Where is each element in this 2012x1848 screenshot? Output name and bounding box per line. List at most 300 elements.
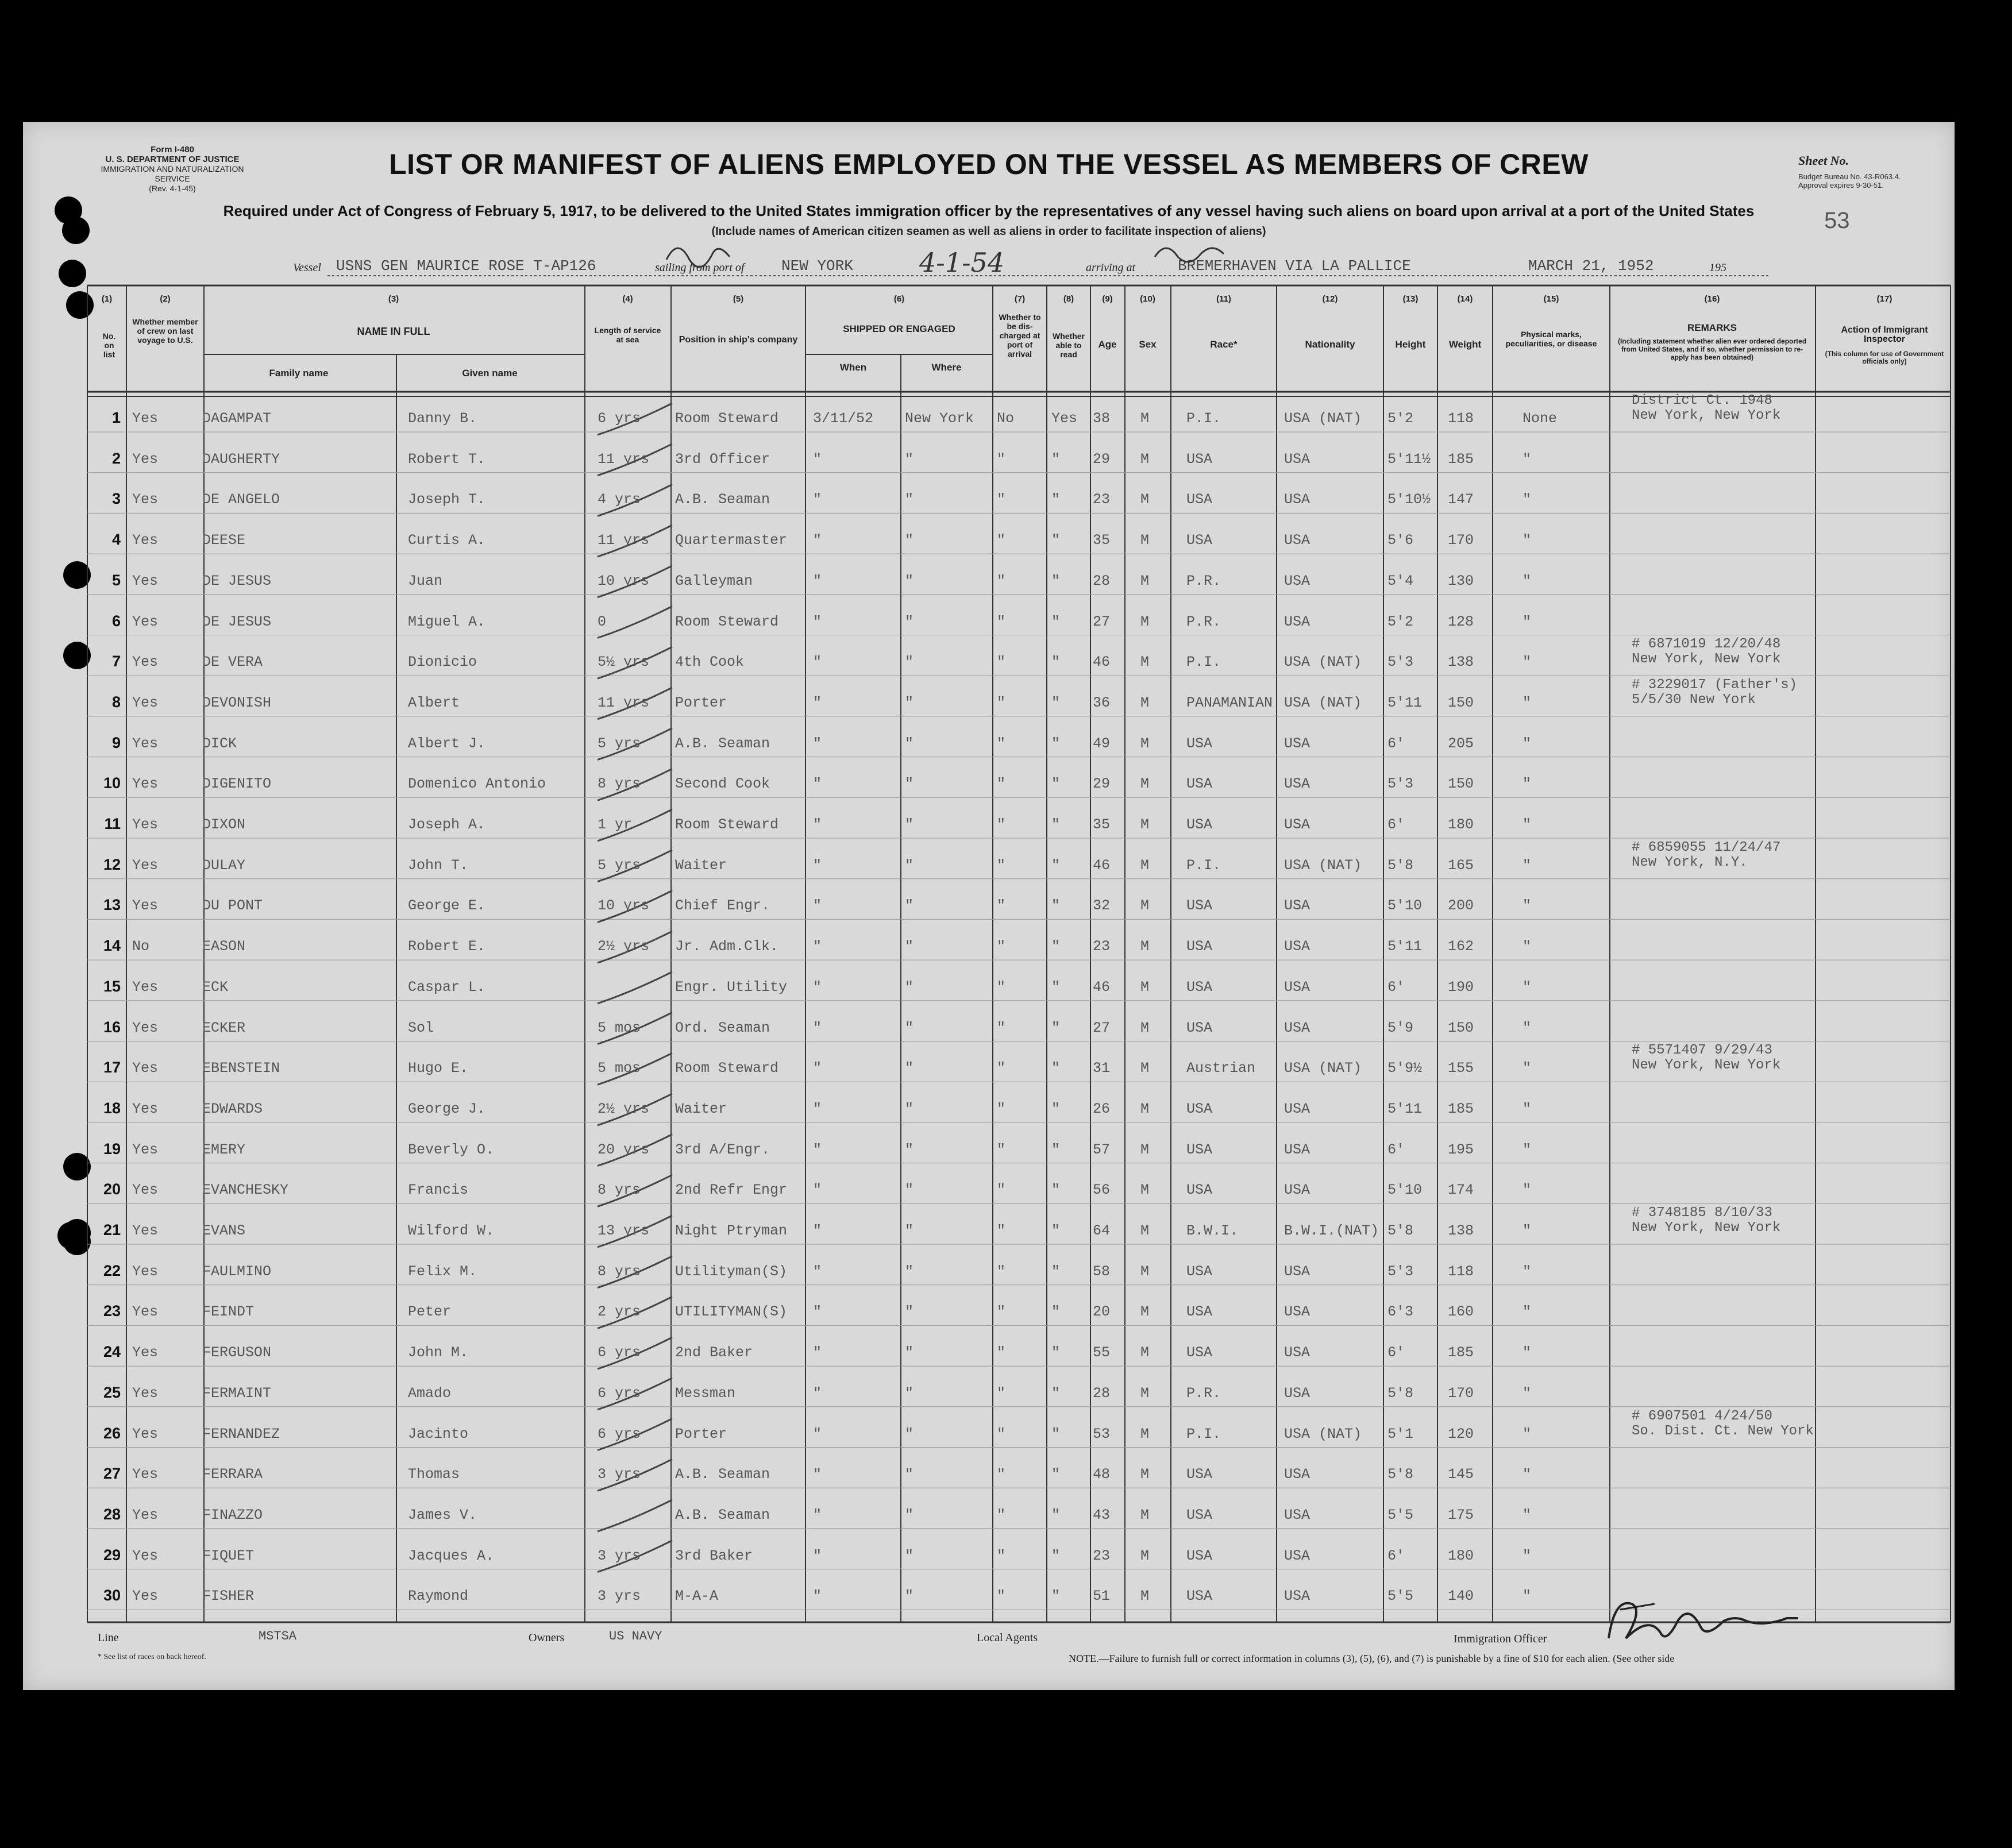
cell-service: 6 yrs (598, 410, 641, 427)
cell-where: " (905, 1303, 914, 1321)
cell-member: Yes (132, 1100, 159, 1117)
cell-height: 5'5 (1387, 1588, 1414, 1605)
cell-race: USA (1186, 1344, 1213, 1361)
cell-member: Yes (132, 978, 159, 996)
cell-position: 2nd Baker (675, 1344, 753, 1361)
cell-when: " (813, 1588, 822, 1605)
row-number: 13 (103, 896, 121, 914)
cell-when: " (813, 654, 822, 671)
form-rev: (Rev. 4-1-45) (149, 184, 196, 193)
cell-where: " (905, 1466, 914, 1483)
cell-position: Quartermaster (675, 532, 788, 549)
cell-nat: USA (1284, 450, 1311, 468)
row-number: 20 (103, 1180, 121, 1198)
cell-weight: 190 (1448, 978, 1474, 996)
cell-nat: USA (1284, 1344, 1311, 1361)
cell-position: UTILITYMAN(S) (675, 1303, 788, 1321)
cell-phys: " (1523, 1263, 1532, 1280)
hdr-remarks-sub: (Including statement whether alien ever ordered deported from United States, and if so, whether permission to re-apply has been obtained) (1617, 337, 1807, 361)
page-title: LIST OR MANIFEST OF ALIENS EMPLOYED ON THE VESSEL AS MEMBERS OF CREW (389, 148, 1589, 180)
cell-sex: M (1140, 654, 1150, 671)
col-num-3: (3) (388, 294, 399, 304)
col-num-7: (7) (1014, 294, 1026, 304)
cell-when: " (813, 1060, 822, 1077)
subtitle-note: (Include names of American citizen seamen as well as aliens in order to facilitate inspection of aliens) (711, 225, 1266, 238)
col-num-2: (2) (160, 294, 171, 304)
cell-position: A.B. Seaman (675, 1506, 770, 1523)
cell-phys: " (1523, 450, 1532, 468)
cell-height: 5'11 (1387, 1100, 1423, 1117)
cell-age: 57 (1093, 1141, 1111, 1158)
cell-sex: M (1140, 1060, 1150, 1077)
cell-family: DEESE (202, 532, 246, 549)
cell-disch: " (997, 735, 1006, 752)
cell-given: Jacques A. (408, 1547, 495, 1564)
col-num-16: (16) (1704, 294, 1720, 304)
cell-given: Felix M. (408, 1263, 477, 1280)
cell-member: Yes (132, 1547, 159, 1564)
cell-member: Yes (132, 1060, 159, 1077)
cell-position: Room Steward (675, 816, 779, 833)
col-num-8: (8) (1063, 294, 1074, 304)
cell-race: USA (1186, 491, 1213, 508)
cell-height: 6' (1387, 735, 1405, 752)
cell-where: " (905, 491, 914, 508)
cell-nat: USA (NAT) (1284, 1060, 1362, 1077)
row-number: 4 (111, 531, 121, 549)
cell-sex: M (1140, 613, 1150, 630)
cell-family: DIXON (202, 816, 246, 833)
cell-family: EDWARDS (202, 1100, 263, 1117)
cell-sex: M (1140, 776, 1150, 793)
cell-family: FERRARA (202, 1466, 263, 1483)
cell-race: USA (1186, 938, 1213, 955)
cell-when: " (813, 1019, 822, 1036)
cell-phys: " (1523, 735, 1532, 752)
cell-nat: USA (1284, 1100, 1311, 1117)
cell-weight: 147 (1448, 491, 1474, 508)
cell-given: Robert T. (408, 450, 486, 468)
cell-race: P.I. (1186, 654, 1221, 671)
cell-read: " (1051, 816, 1061, 833)
cell-nat: USA (1284, 978, 1311, 996)
cell-given: Joseph T. (408, 491, 486, 508)
cell-where: " (905, 1425, 914, 1442)
form-dept: U. S. DEPARTMENT OF JUSTICE (105, 155, 240, 164)
cell-disch: " (997, 776, 1006, 793)
cell-race: PANAMANIAN (1186, 694, 1273, 711)
cell-age: 35 (1093, 816, 1111, 833)
cell-remarks-line-1: # 3229017 (Father's) (1632, 677, 1798, 693)
cell-phys: " (1523, 857, 1532, 874)
cell-read: " (1051, 1547, 1061, 1564)
cell-service: 4 yrs (598, 491, 641, 508)
cell-given: Thomas (408, 1466, 460, 1483)
cell-read: " (1051, 1466, 1061, 1483)
cell-family: FINAZZO (202, 1506, 263, 1523)
cell-weight: 162 (1448, 938, 1474, 955)
form-number: Form I-480 (151, 145, 194, 155)
cell-weight: 130 (1448, 572, 1474, 589)
year-label: 195 (1709, 261, 1726, 274)
cell-family: DULAY (202, 857, 246, 874)
cell-family: EBENSTEIN (202, 1060, 280, 1077)
hdr-action-sub: (This column for use of Government officials only) (1825, 350, 1944, 365)
hdr-name-in-full: NAME IN FULL (357, 326, 430, 337)
cell-when: " (813, 938, 822, 955)
hdr-no-on-list: No. on list (102, 331, 116, 359)
cell-disch: " (997, 1588, 1006, 1605)
cell-sex: M (1140, 1425, 1150, 1442)
cell-when: 3/11/52 (813, 410, 874, 427)
cell-age: 53 (1093, 1425, 1111, 1442)
cell-when: " (813, 1384, 822, 1402)
cell-weight: 138 (1448, 654, 1474, 671)
cell-read: " (1051, 532, 1061, 549)
cell-remarks-line-2: New York, New York (1632, 408, 1781, 423)
cell-where: " (905, 1060, 914, 1077)
cell-height: 5'3 (1387, 776, 1414, 793)
cell-family: FISHER (202, 1588, 255, 1605)
cell-disch: " (997, 1100, 1006, 1117)
cell-position: Messman (675, 1384, 736, 1402)
cell-when: " (813, 897, 822, 915)
row-number: 8 (111, 693, 121, 711)
cell-member: Yes (132, 897, 159, 915)
cell-phys: " (1523, 1384, 1532, 1402)
cell-nat: USA (1284, 1019, 1311, 1036)
hdr-position: Position in ship's company (679, 335, 798, 345)
cell-member: Yes (132, 1019, 159, 1036)
col-num-14: (14) (1457, 294, 1473, 304)
cell-disch: " (997, 1506, 1006, 1523)
cell-family: EVANCHESKY (202, 1182, 289, 1199)
cell-position: Ord. Seaman (675, 1019, 770, 1036)
hdr-age: Age (1098, 339, 1117, 350)
cell-where: " (905, 735, 914, 752)
cell-nat: USA (1284, 532, 1311, 549)
cell-race: USA (1186, 1303, 1213, 1321)
cell-nat: USA (1284, 572, 1311, 589)
cell-position: 2nd Refr Engr (675, 1182, 788, 1199)
cell-disch: " (997, 694, 1006, 711)
cell-disch: " (997, 1222, 1006, 1239)
sheet-number: 53 (1824, 208, 1850, 233)
cell-given: Joseph A. (408, 816, 486, 833)
cell-member: Yes (132, 491, 159, 508)
cell-race: USA (1186, 816, 1213, 833)
cell-read: " (1051, 897, 1061, 915)
cell-remarks-line-2: 5/5/30 New York (1632, 692, 1756, 708)
cell-when: " (813, 1466, 822, 1483)
cell-sex: M (1140, 532, 1150, 549)
hdr-shipped: SHIPPED OR ENGAGED (843, 323, 955, 334)
cell-read: " (1051, 491, 1061, 508)
cell-nat: USA (1284, 491, 1311, 508)
cell-height: 5'3 (1387, 1263, 1414, 1280)
cell-nat: USA (NAT) (1284, 654, 1362, 671)
cell-family: DE JESUS (202, 613, 272, 630)
cell-race: USA (1186, 450, 1213, 468)
cell-remarks-line-2: New York, New York (1632, 1058, 1781, 1074)
cell-read: " (1051, 776, 1061, 793)
cell-age: 31 (1093, 1060, 1111, 1077)
hdr-length-service: Length of service at sea (594, 326, 661, 344)
cell-age: 46 (1093, 857, 1111, 874)
cell-race: USA (1186, 1263, 1213, 1280)
cell-family: FERNANDEZ (202, 1425, 280, 1442)
row-number: 14 (103, 937, 121, 955)
cell-height: 5'2 (1387, 613, 1414, 630)
cell-height: 6' (1387, 1344, 1405, 1361)
cell-race: USA (1186, 735, 1213, 752)
cell-weight: 118 (1448, 1263, 1474, 1280)
cell-nat: USA (NAT) (1284, 857, 1362, 874)
cell-service: 6 yrs (598, 1384, 641, 1402)
cell-nat: USA (NAT) (1284, 410, 1362, 427)
cell-phys: " (1523, 978, 1532, 996)
cell-race: USA (1186, 1466, 1213, 1483)
cell-race: USA (1186, 1019, 1213, 1036)
cell-age: 38 (1093, 410, 1111, 427)
cell-height: 6' (1387, 978, 1405, 996)
cell-weight: 128 (1448, 613, 1474, 630)
hdr-when: When (839, 362, 867, 373)
cell-family: DEVONISH (202, 694, 272, 711)
row-number: 7 (111, 653, 121, 670)
cell-phys: " (1523, 654, 1532, 671)
cell-member: Yes (132, 1182, 159, 1199)
cell-disch: " (997, 654, 1006, 671)
cell-read: " (1051, 1263, 1061, 1280)
cell-phys: " (1523, 938, 1532, 955)
cell-read: " (1051, 694, 1061, 711)
col-num-10: (10) (1140, 294, 1155, 304)
cell-sex: M (1140, 572, 1150, 589)
cell-when: " (813, 1344, 822, 1361)
cell-read: " (1051, 1588, 1061, 1605)
cell-disch: " (997, 450, 1006, 468)
cell-family: ECK (202, 978, 229, 996)
cell-where: " (905, 897, 914, 915)
cell-where: " (905, 1588, 914, 1605)
cell-sex: M (1140, 1100, 1150, 1117)
cell-race: USA (1186, 978, 1213, 996)
cell-given: John M. (408, 1344, 469, 1361)
cell-phys: " (1523, 897, 1532, 915)
cell-sex: M (1140, 938, 1150, 955)
pencil-check-mark (598, 607, 672, 638)
cell-phys: " (1523, 1182, 1532, 1199)
cell-read: " (1051, 1384, 1061, 1402)
cell-remarks-line-2: New York, New York (1632, 1220, 1781, 1236)
cell-phys: " (1523, 1466, 1532, 1483)
cell-nat: USA (1284, 735, 1311, 752)
cell-height: 6' (1387, 816, 1405, 833)
arriving-port: BREMERHAVEN VIA LA PALLICE (1178, 257, 1411, 275)
cell-family: DAUGHERTY (202, 450, 280, 468)
cell-age: 43 (1093, 1506, 1111, 1523)
manifest-sheet (23, 122, 1955, 1690)
row-number: 21 (103, 1221, 121, 1239)
cell-remarks-line-1: # 3748185 8/10/33 (1632, 1205, 1772, 1221)
cell-when: " (813, 491, 822, 508)
cell-age: 28 (1093, 572, 1111, 589)
cell-remarks-line-2: New York, N.Y. (1632, 854, 1748, 870)
cell-given: Robert E. (408, 938, 486, 955)
owners-value: US NAVY (609, 1629, 662, 1643)
cell-where: New York (905, 410, 974, 427)
cell-given: John T. (408, 857, 469, 874)
hdr-race: Race* (1210, 339, 1238, 350)
cell-weight: 140 (1448, 1588, 1474, 1605)
cell-position: A.B. Seaman (675, 735, 770, 752)
cell-height: 5'4 (1387, 572, 1414, 589)
cell-given: Peter (408, 1303, 452, 1321)
cell-when: " (813, 1547, 822, 1564)
cell-height: 5'10½ (1387, 491, 1431, 508)
cell-nat: USA (1284, 1263, 1311, 1280)
cell-member: Yes (132, 410, 159, 427)
cell-service: 1 yr (598, 816, 633, 833)
arriving-label: arriving at (1086, 261, 1136, 274)
cell-where: " (905, 978, 914, 996)
cell-where: " (905, 694, 914, 711)
cell-weight: 120 (1448, 1425, 1474, 1442)
cell-phys: " (1523, 1100, 1532, 1117)
cell-given: Beverly O. (408, 1141, 495, 1158)
cell-race: USA (1186, 1141, 1213, 1158)
cell-age: 23 (1093, 938, 1111, 955)
cell-race: P.I. (1186, 857, 1221, 874)
cell-phys: " (1523, 532, 1532, 549)
cell-disch: " (997, 938, 1006, 955)
cell-weight: 160 (1448, 1303, 1474, 1321)
cell-where: " (905, 1182, 914, 1199)
arrival-date: MARCH 21, 1952 (1528, 257, 1654, 275)
col-num-11: (11) (1216, 294, 1231, 304)
cell-given: Hugo E. (408, 1060, 469, 1077)
cell-position: Porter (675, 694, 727, 711)
cell-nat: USA (NAT) (1284, 1425, 1362, 1442)
row-number: 24 (103, 1343, 121, 1361)
cell-position: 3rd Officer (675, 450, 770, 468)
cell-position: A.B. Seaman (675, 491, 770, 508)
cell-when: " (813, 1141, 822, 1158)
cell-given: Jacinto (408, 1425, 469, 1442)
cell-race: P.R. (1186, 572, 1221, 589)
cell-weight: 185 (1448, 450, 1474, 468)
cell-disch: " (997, 613, 1006, 630)
agents-label: Local Agents (977, 1631, 1038, 1644)
cell-position: Waiter (675, 1100, 727, 1117)
cell-age: 23 (1093, 491, 1111, 508)
cell-race: USA (1186, 1100, 1213, 1117)
cell-phys: " (1523, 1141, 1532, 1158)
cell-disch: " (997, 572, 1006, 589)
cell-age: 35 (1093, 532, 1111, 549)
cell-when: " (813, 857, 822, 874)
row-number: 10 (103, 774, 121, 792)
cell-given: Dionicio (408, 654, 477, 671)
row-number: 12 (103, 855, 121, 873)
cell-disch: " (997, 978, 1006, 996)
cell-height: 6' (1387, 1141, 1405, 1158)
cell-when: " (813, 694, 822, 711)
cell-disch: " (997, 1303, 1006, 1321)
cell-read: " (1051, 735, 1061, 752)
hdr-able-read: Whether able to read (1053, 331, 1085, 359)
hdr-physical: Physical marks, peculiarities, or disease (1505, 330, 1597, 348)
cell-read: " (1051, 1019, 1061, 1036)
hdr-action: Action of Immigrant Inspector (1841, 325, 1928, 344)
cell-service: 8 yrs (598, 1263, 641, 1280)
cell-height: 5'9½ (1387, 1060, 1423, 1077)
cell-read: " (1051, 1182, 1061, 1199)
hdr-discharged: Whether to be dis-charged at port of arrival (999, 312, 1041, 358)
cell-weight: 185 (1448, 1344, 1474, 1361)
cell-phys: " (1523, 776, 1532, 793)
cell-member: Yes (132, 735, 159, 752)
cell-nat: USA (1284, 1303, 1311, 1321)
cell-where: " (905, 613, 914, 630)
row-number: 11 (104, 815, 121, 832)
cell-service: 20 yrs (598, 1141, 650, 1158)
hdr-height: Height (1395, 339, 1426, 350)
cell-remarks-line-1: # 6907501 4/24/50 (1632, 1408, 1772, 1424)
cell-phys: " (1523, 816, 1532, 833)
cell-disch: " (997, 1141, 1006, 1158)
col-num-12: (12) (1322, 294, 1338, 304)
cell-given: James V. (408, 1506, 477, 1523)
cell-race: P.I. (1186, 410, 1221, 427)
cell-where: " (905, 1141, 914, 1158)
cell-age: 36 (1093, 694, 1111, 711)
cell-sex: M (1140, 1588, 1150, 1605)
cell-when: " (813, 1222, 822, 1239)
cell-family: FIQUET (202, 1547, 255, 1564)
cell-disch: " (997, 816, 1006, 833)
row-number: 6 (111, 612, 121, 630)
cell-remarks-line-2: New York, New York (1632, 651, 1781, 668)
cell-height: 5'5 (1387, 1506, 1414, 1523)
cell-service: 0 (598, 613, 607, 630)
cell-nat: USA (1284, 1506, 1311, 1523)
cell-disch: " (997, 1344, 1006, 1361)
cell-service: 8 yrs (598, 1182, 641, 1199)
cell-member: Yes (132, 1425, 159, 1442)
cell-phys: None (1523, 410, 1558, 427)
cell-family: FERGUSON (202, 1344, 272, 1361)
cell-member: Yes (132, 1506, 159, 1523)
cell-remarks-line-1: District Ct. 1948 (1632, 393, 1772, 408)
cell-read: " (1051, 1222, 1061, 1239)
cell-disch: " (997, 1263, 1006, 1280)
cell-weight: 170 (1448, 532, 1474, 549)
cell-position: 4th Cook (675, 654, 745, 671)
cell-age: 51 (1093, 1588, 1111, 1605)
cell-given: Sol (408, 1019, 434, 1036)
cell-service: 5 mos (598, 1060, 641, 1077)
cell-disch: " (997, 491, 1006, 508)
col-num-15: (15) (1543, 294, 1559, 304)
cell-sex: M (1140, 1019, 1150, 1036)
cell-service: 5½ yrs (598, 654, 650, 671)
cell-member: Yes (132, 1303, 159, 1321)
form-service: IMMIGRATION AND NATURALIZATION SERVICE (101, 164, 244, 183)
cell-height: 6' (1387, 1547, 1405, 1564)
cell-read: " (1051, 1303, 1061, 1321)
